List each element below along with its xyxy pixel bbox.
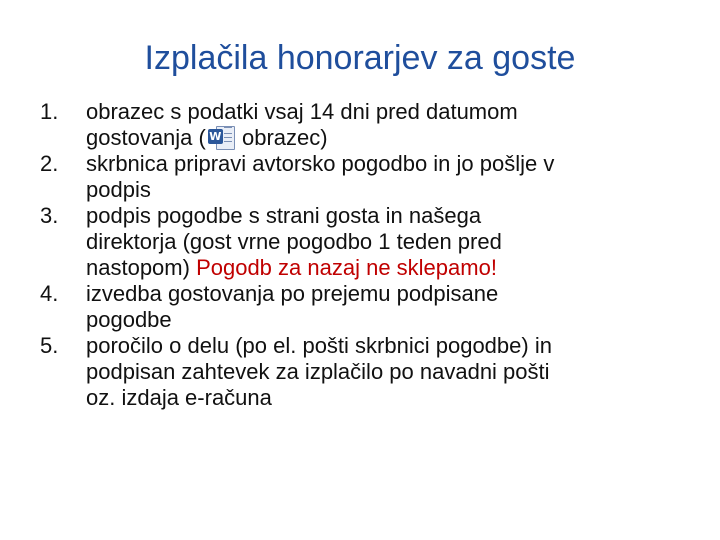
item-1-line-2-end: obrazec) (235, 125, 328, 150)
list-item-4 (40, 281, 700, 333)
list-number: 3. (40, 203, 59, 228)
emphasis-warning-text: Pogodb za nazaj ne sklepamo! (196, 255, 497, 280)
item-5-line-3: oz. izdaja e-računa (86, 385, 272, 410)
item-2-line-2: podpis (86, 177, 151, 202)
list-item-2 (40, 151, 700, 203)
item-3-line-1: podpis pogodbe s strani gosta in našega (86, 203, 482, 228)
item-5-line-2: podpisan zahtevek za izplačilo po navadni pošti (86, 359, 550, 384)
numbered-list (40, 99, 700, 411)
item-3-line-2: direktorja (gost vrne pogodbo 1 teden pred (86, 229, 502, 254)
list-number: 1. (40, 99, 59, 124)
item-5-line-1: poročilo o delu (po el. pošti skrbnici pogodbe) in (86, 333, 552, 358)
list-item-5 (40, 333, 700, 411)
list-number: 2. (40, 151, 59, 176)
list-number: 5. (40, 333, 59, 358)
word-icon-letter: W (209, 130, 222, 143)
list-item-3 (40, 203, 700, 281)
item-1-line-2 (86, 125, 700, 151)
item-1-line-2-text: gostovanja ( (86, 125, 206, 150)
slide-title: Izplačila honorarjev za goste (144, 39, 576, 77)
item-4-line-1: izvedba gostovanja po prejemu podpisane (86, 281, 499, 306)
item-4-line-2: pogodbe (86, 307, 172, 332)
item-2-line-1: skrbnica pripravi avtorsko pogodbo in jo pošlje v (86, 151, 555, 176)
item-1-line-1: obrazec s podatki vsaj 14 dni pred datumom (86, 99, 518, 124)
item-3-line-3 (86, 255, 700, 281)
word-document-icon[interactable] (208, 125, 234, 149)
list-item-1 (40, 99, 700, 151)
list-number: 4. (40, 281, 59, 306)
item-3-line-3-text: nastopom) (86, 255, 197, 280)
